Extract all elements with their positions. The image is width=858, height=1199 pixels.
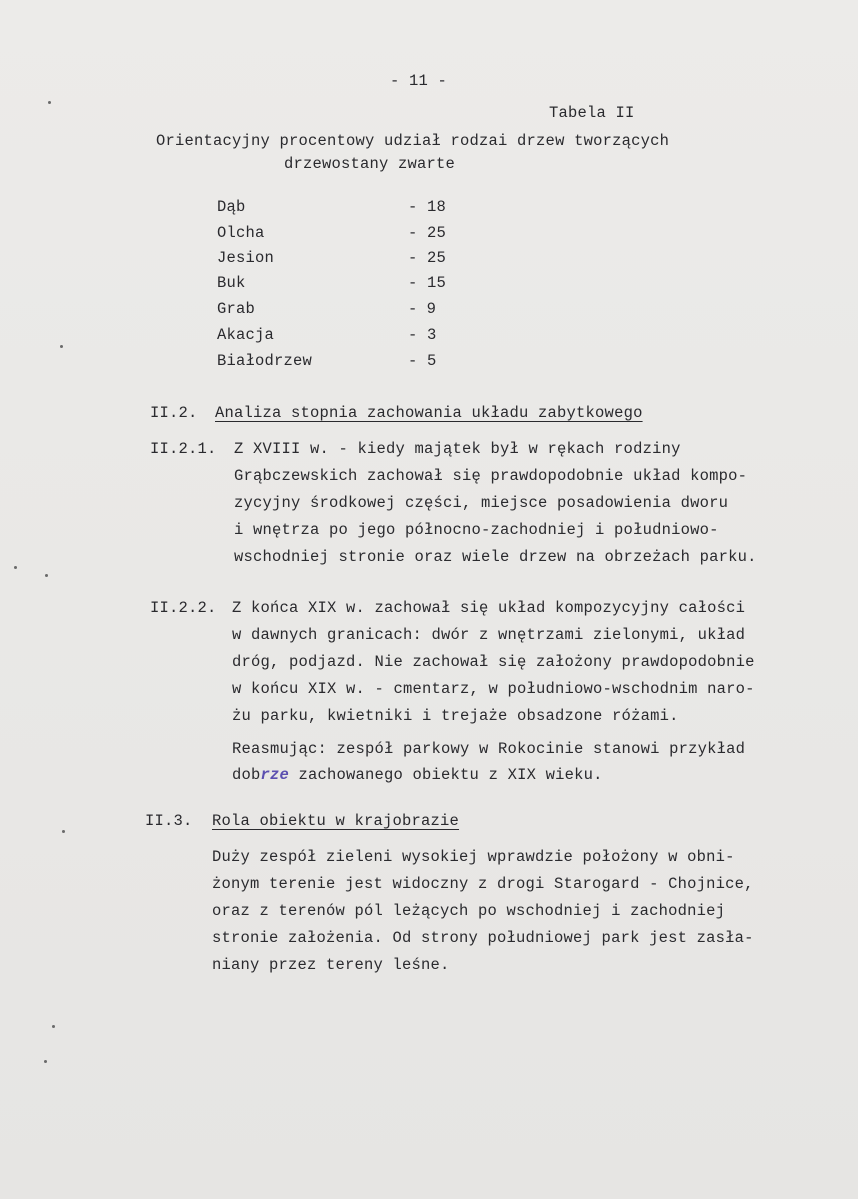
- section-number: II.2.: [150, 404, 198, 422]
- paragraph-line: Z końca XIX w. zachował się układ kompozycyjny całości: [232, 599, 746, 617]
- scan-speck: [48, 101, 51, 104]
- paragraph-line: i wnętrza po jego północno-zachodniej i południowo-: [234, 521, 719, 539]
- page-number: - 11 -: [390, 72, 448, 90]
- paragraph-line: Z XVIII w. - kiedy majątek był w rękach rodziny: [234, 440, 681, 458]
- paragraph-line: dróg, podjazd. Nie zachował się założony prawdopodobnie: [232, 653, 755, 671]
- section-number: II.3.: [145, 812, 193, 830]
- tree-name: Buk: [217, 274, 246, 292]
- scan-speck: [62, 830, 65, 833]
- tree-value: - 25: [408, 249, 447, 267]
- paragraph-line: w dawnych granicach: dwór z wnętrzami zielonymi, układ: [232, 626, 746, 644]
- tree-value: - 18: [408, 198, 447, 216]
- tree-value: - 25: [408, 224, 447, 242]
- tree-name: Akacja: [217, 326, 275, 344]
- paragraph-line: Duży zespół zieleni wysokiej wprawdzie położony w obni-: [212, 848, 735, 866]
- scan-speck: [44, 1060, 47, 1063]
- tree-value: - 15: [408, 274, 447, 292]
- section-number: II.2.1.: [150, 440, 217, 458]
- paragraph-line: Grąbczewskich zachował się prawdopodobnie układ kompo-: [234, 467, 748, 485]
- table-title-line2: drzewostany zwarte: [284, 155, 456, 173]
- tree-value: - 3: [408, 326, 437, 344]
- table-title-line1: Orientacyjny procentowy udział rodzai drzew tworzących: [156, 132, 670, 150]
- scan-speck: [60, 345, 63, 348]
- scan-speck: [52, 1025, 55, 1028]
- tree-value: - 9: [408, 300, 436, 318]
- paragraph-line: w końcu XIX w. - cmentarz, w południowo-wschodnim naro-: [232, 680, 755, 698]
- table-label: Tabela II: [549, 104, 635, 122]
- paragraph-line: żu parku, kwietniki i trejaże obsadzone różami.: [232, 707, 679, 725]
- paragraph-line: żonym terenie jest widoczny z drogi Starogard - Chojnice,: [212, 875, 754, 893]
- tree-name: Jesion: [217, 249, 275, 267]
- summary-line: dobrze zachowanego obiektu z XIX wieku.: [232, 766, 603, 784]
- paragraph-line: stronie założenia. Od strony południowej park jest zasła-: [212, 929, 754, 947]
- paragraph-line: oraz z terenów pól leżących po wschodniej i zachodniej: [212, 902, 726, 920]
- tree-name: Olcha: [217, 224, 265, 242]
- summary-line: Reasmując: zespół parkowy w Rokocinie stanowi przykład: [232, 740, 746, 758]
- scan-speck: [45, 574, 48, 577]
- tree-name: Grab: [217, 300, 256, 318]
- section-heading: Analiza stopnia zachowania układu zabytkowego: [215, 404, 643, 422]
- paragraph-line: wschodniej stronie oraz wiele drzew na obrzeżach parku.: [234, 548, 757, 566]
- handwritten-correction: rze: [260, 766, 290, 784]
- paragraph-line: niany przez tereny leśne.: [212, 956, 450, 974]
- paragraph-line: zycyjny środkowej części, miejsce posadowienia dworu: [234, 494, 729, 512]
- tree-name: Dąb: [217, 198, 246, 216]
- tree-name: Białodrzew: [217, 352, 313, 370]
- section-heading: Rola obiektu w krajobrazie: [212, 812, 460, 830]
- scan-speck: [14, 566, 17, 569]
- section-number: II.2.2.: [150, 599, 217, 617]
- tree-value: - 5: [408, 352, 437, 370]
